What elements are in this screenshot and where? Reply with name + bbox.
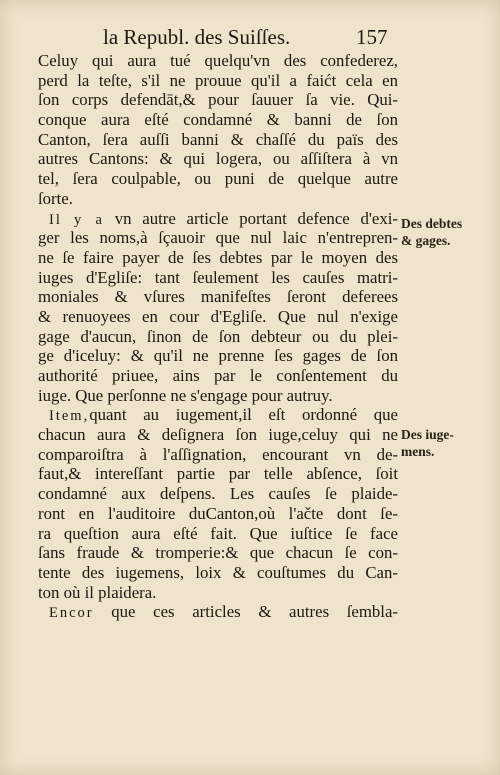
text-line: chacun aura & deſignera ſon iuge,celuy qui ne xyxy=(38,425,398,445)
margin-note-line: Des iuge- xyxy=(401,427,454,442)
text-line: conque aura eſté condamné & banni de ſon xyxy=(38,110,398,130)
text-line: ſans fraude & tromperie:& que chacun ſe con- xyxy=(38,543,398,563)
text-line: ger les noms,à ſçauoir que nul laic n'entrepren- xyxy=(38,228,398,248)
text-line xyxy=(38,209,398,229)
margin-note-judgments xyxy=(401,426,499,460)
page-number: 157 xyxy=(356,25,388,49)
text-line: gage d'aucun, ſinon de ſon debteur ou du plei- xyxy=(38,326,398,346)
text-line: faut,& intereſſant partie par telle abſence, ſoit xyxy=(38,464,398,484)
text-line-rest: que ces articles & autres ſembla- xyxy=(93,602,398,622)
text-line: ront en l'auditoire duCanton,où l'ačte dont ſe- xyxy=(38,503,398,523)
text-line: perd la teſte, s'il ne prouue qu'il a faićt cela en xyxy=(38,70,398,90)
margin-note-debts xyxy=(401,215,499,249)
text-line: ra queſtion aura eſté fait. Que iuſtice ſe face xyxy=(38,523,398,543)
text-line: tente des iugemens, loix & couſtumes du Can- xyxy=(38,562,398,582)
text-line-rest: quant au iugement,il eſt ordonné que xyxy=(89,405,398,425)
text-line: ton où il plaidera. xyxy=(38,582,157,602)
text-line: ſon corps defendāt,& pour ſauuer ſa vie. Qui- xyxy=(38,90,398,110)
text-line: Celuy qui aura tué quelqu'vn des confederez, xyxy=(38,51,398,70)
text-line: tel, ſera coulpable, ou puni de quelque autre xyxy=(38,169,398,189)
paragraph-lead: Il y a xyxy=(49,211,104,228)
margin-note-line: mens. xyxy=(401,444,435,459)
body-text xyxy=(38,51,398,622)
paragraph-lead: Item, xyxy=(49,408,90,425)
text-line: & renuoyees en cour d'Egliſe. Que nul n'exige xyxy=(38,306,398,326)
text-line: iuges d'Egliſe: tant ſeulement les cauſes matri- xyxy=(38,267,398,287)
margin-note-line: & gages. xyxy=(401,233,451,248)
text-line-rest: vn autre article portant defence d'exi- xyxy=(103,208,398,228)
text-line: authorité priuee, ains par le conſentement du xyxy=(38,366,398,385)
text-line: condamné aux deſpens. Les cauſes ſe plaide- xyxy=(38,484,398,504)
text-line: moniales & vſures manifeſtes ſeront deferees xyxy=(38,287,398,307)
margin-note-line: Des debtes xyxy=(401,216,463,231)
text-line xyxy=(38,405,398,425)
text-line: iuge. Que perſonne ne s'engage pour autruy. xyxy=(38,385,333,405)
running-title: la Republ. des Suiſſes. xyxy=(103,25,291,49)
text-line: ne ſe faire payer de ſes debtes par le moyen des xyxy=(38,247,398,267)
text-line: autres Cantons: & qui logera, ou aſſiſtera à vn xyxy=(38,149,398,169)
text-line: ſorte. xyxy=(38,188,73,208)
text-line: Canton, ſera auſſi banni & chaſſé du païs des xyxy=(38,129,398,149)
paragraph-lead: Encor xyxy=(49,605,94,622)
running-head xyxy=(0,25,400,49)
text-line: comparoiſtra à l'aſſignation, encourant vn de- xyxy=(38,444,398,464)
text-line: ge d'iceluy: & qu'il ne prenne ſes gages de ſon xyxy=(38,346,398,366)
text-line xyxy=(38,602,398,622)
